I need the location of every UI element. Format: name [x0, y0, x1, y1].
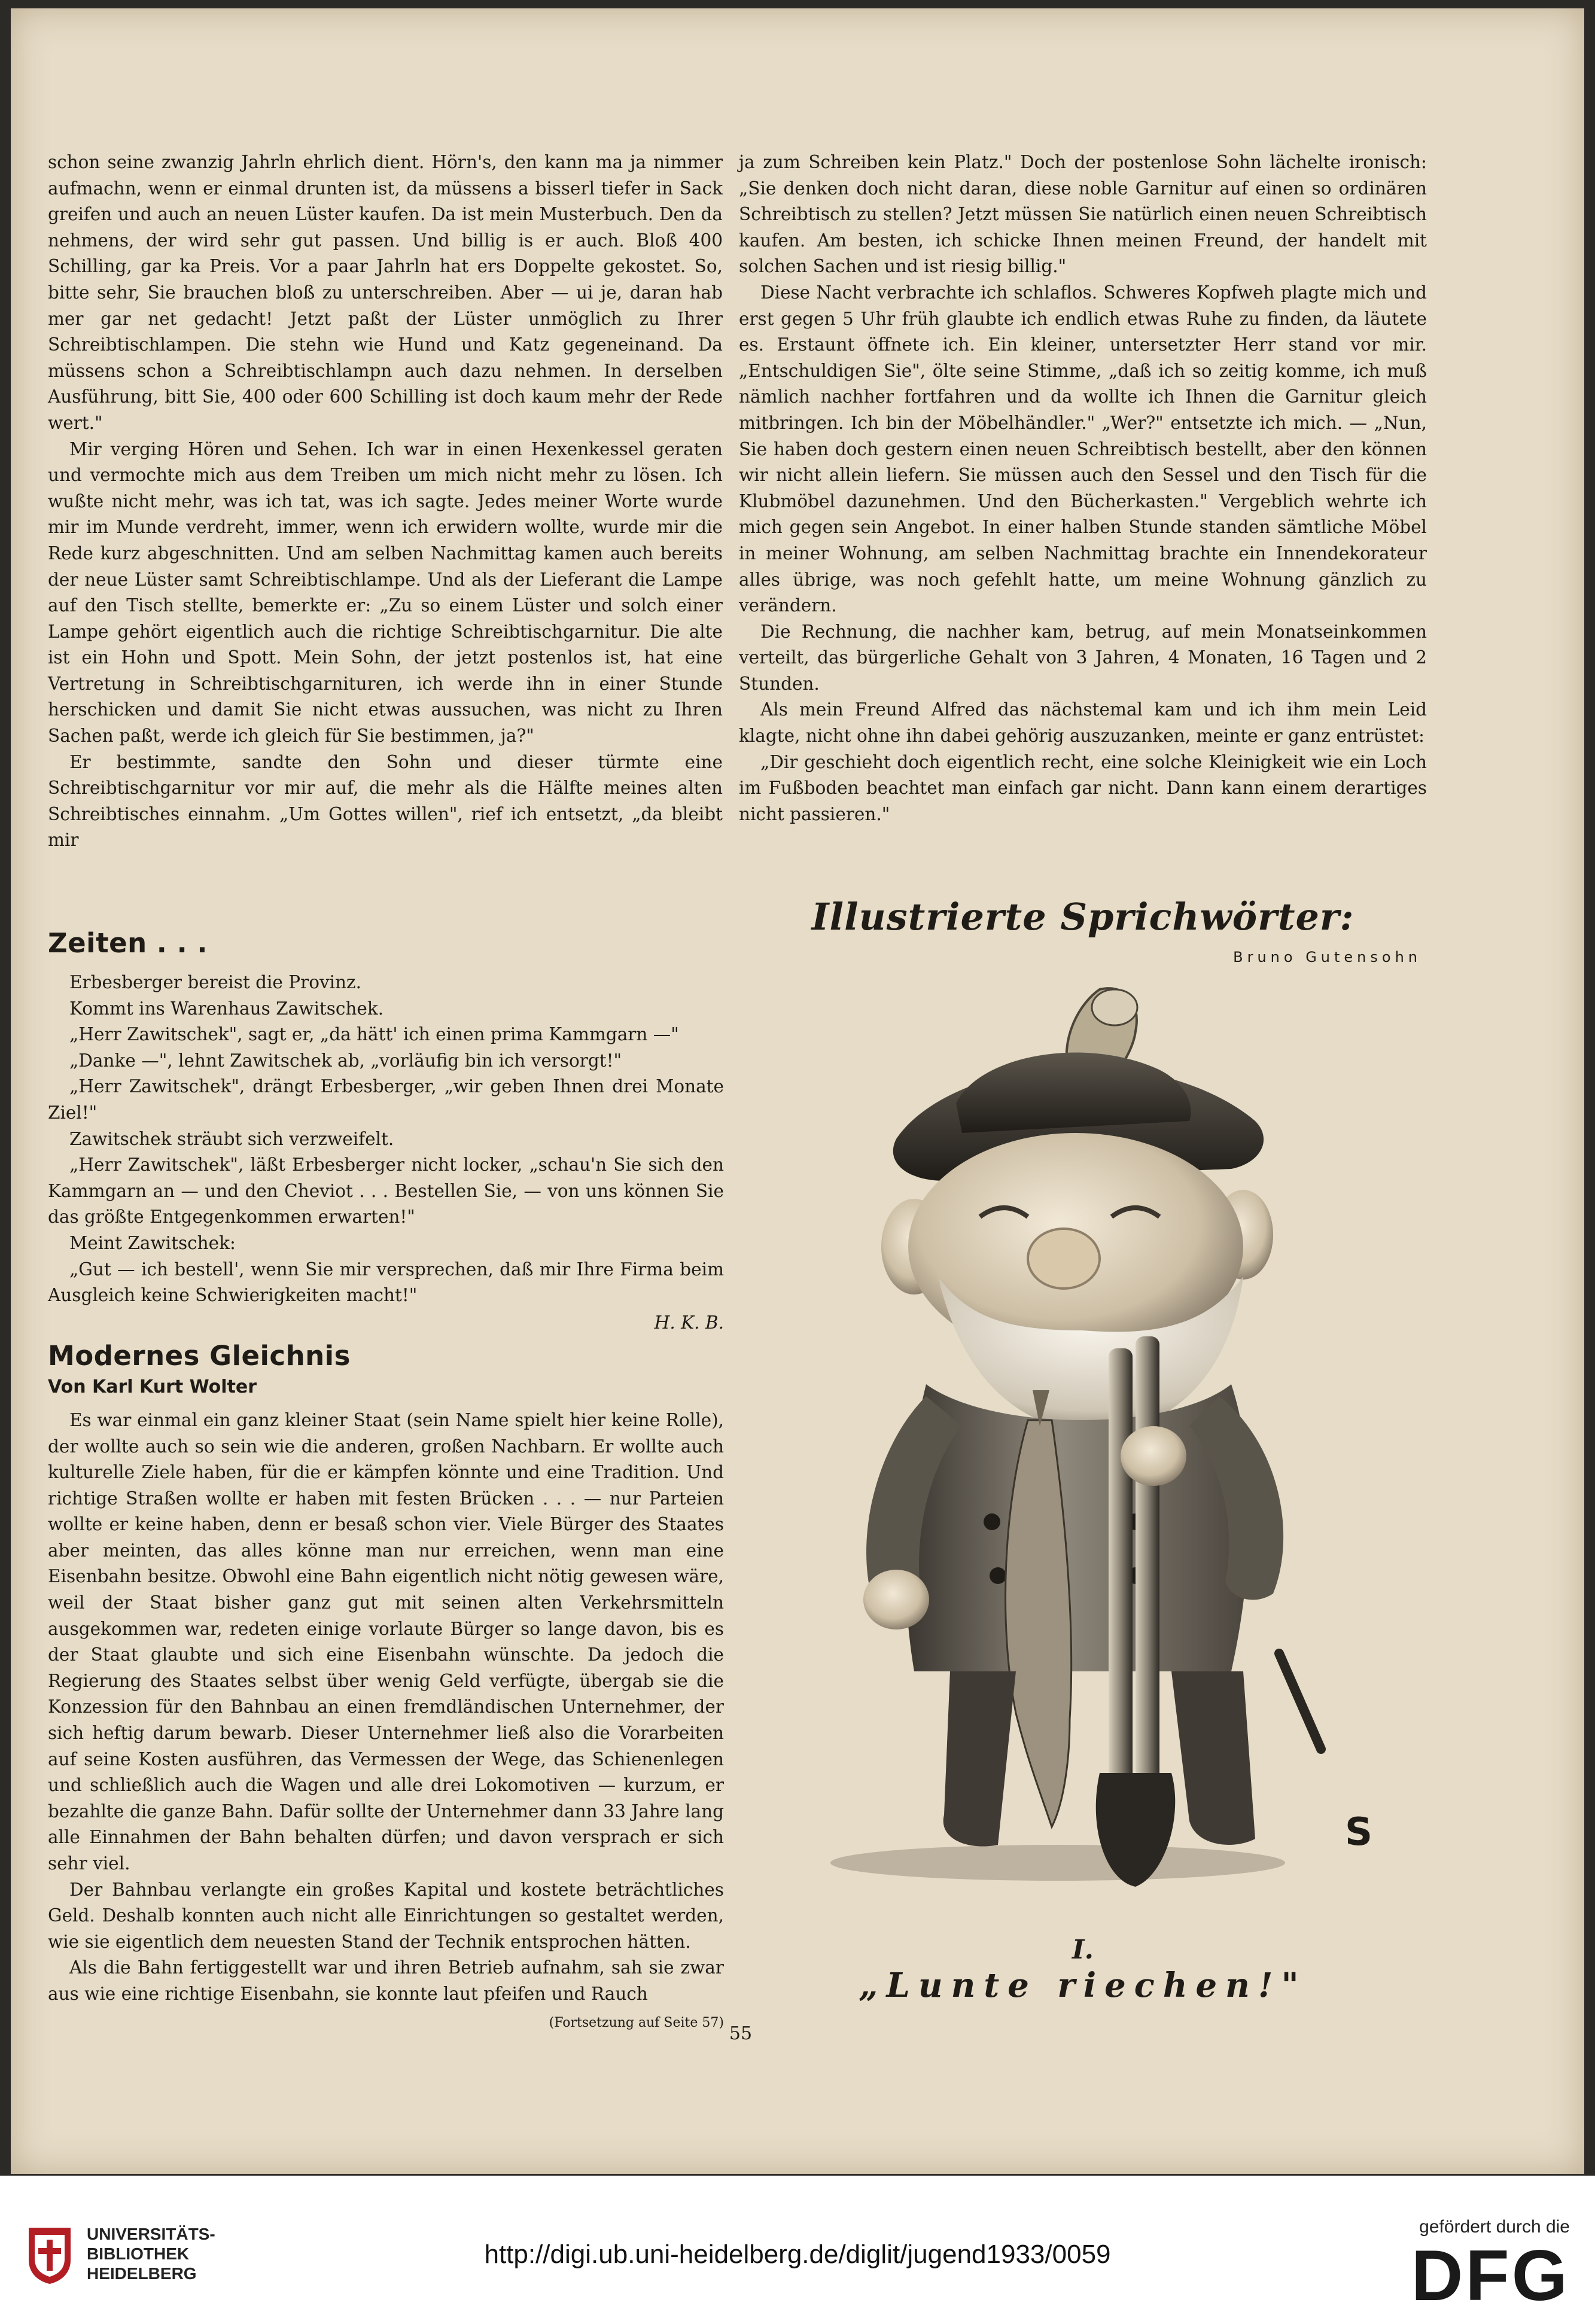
paragraph: Kommt ins Warenhaus Zawitschek.: [69, 998, 384, 1019]
paragraph: Zawitschek sträubt sich verzweifelt.: [69, 1128, 394, 1149]
page-number: 55: [729, 2023, 753, 2044]
paragraph: Der Bahnbau verlangte ein großes Kapital und kostete beträchtliches Geld. Deshalb konnten auch nicht alle Einrichtungen so gestaltet werden, wie sie eigentlich dem neuesten Stand der Technik entsprochen hätten.: [48, 1879, 724, 1952]
paragraph: Er bestimmte, sandte den Sohn und dieser türmte eine Schreibtischgarnitur vor mir auf, die mehr als die Hälfte meines alten Schreibtisches einnahm. „Um Gottes willen", rief ich entsetzt, „da bleibt mir: [48, 751, 723, 851]
paragraph: Als mein Freund Alfred das nächstemal kam und ich ihm mein Leid klagte, nicht ohne ihn dabei gehörig auszuzanken, meinte er ganz entrüstet:: [739, 699, 1427, 747]
gleichnis-heading: Modernes Gleichnis: [48, 1340, 351, 1372]
rifle-barrel: [1136, 1336, 1159, 1803]
illustration-number: I.: [1072, 1935, 1094, 1965]
illustration-title: Illustrierte Sprichwörter:: [811, 895, 1354, 939]
paragraph: „Danke —", lehnt Zawitschek ab, „vorläufig bin ich versorgt!": [69, 1050, 622, 1071]
artist-monogram: S: [1345, 1810, 1373, 1854]
paragraph: „Herr Zawitschek", drängt Erbesberger, „wir geben Ihnen drei Monate Ziel!": [48, 1076, 724, 1123]
paragraph: „Herr Zawitschek", läßt Erbesberger nicht locker, „schau'n Sie sich den Kammgarn an — und den Cheviot . . . Bestellen Sie, — von uns können Sie das größte Entgegenkommen erwarten!": [48, 1155, 724, 1228]
article-column-left-bottom: [48, 927, 724, 2036]
gleichnis-byline: Von Karl Kurt Wolter: [48, 1376, 257, 1398]
paragraph: Die Rechnung, die nachher kam, betrug, auf mein Monatseinkommen verteilt, das bürgerliche Gehalt von 3 Jahren, 4 Monaten, 16 Tagen und 2 Stunden.: [739, 621, 1427, 694]
gnome-hunter-illustration: [800, 965, 1399, 1899]
footer-divider: [0, 2174, 1595, 2176]
paragraph: „Herr Zawitschek", sagt er, „da hätt' ich einen prima Kammgarn —": [69, 1024, 679, 1045]
digitization-footer: [0, 2174, 1595, 2324]
article-column-left-top: [48, 150, 723, 854]
illustration-credit: Bruno Gutensohn: [1233, 949, 1422, 965]
floor-shadow: [830, 1845, 1285, 1881]
magazine-page: [11, 8, 1584, 2174]
paragraph: „Dir geschieht doch eigentlich recht, eine solche Kleinigkeit wie ein Loch im Fußboden beachtet man einfach gar nicht. Dann kann einem derartiges nicht passieren.": [739, 751, 1427, 824]
continued-note: (Fortsetzung auf Seite 57): [549, 2015, 724, 2030]
dfg-logo: DFG: [1411, 2235, 1570, 2316]
article-column-right-top: [739, 150, 1427, 827]
source-url[interactable]: http://digi.ub.uni-heidelberg.de/diglit/jugend1933/0059: [484, 2240, 1111, 2269]
paragraph: schon seine zwanzig Jahrln ehrlich dient. Hörn's, den kann ma ja nimmer aufmachn, wenn er einmal drunten ist, da müssens a bisserl tiefer in Sack greifen und auch an neuen Lüster kaufen. Da ist mein Musterbuch. Den da nehmens, der wird sehr gut passen. Und billig is er auch. Bloß 400 Schilling, gar ka Preis. Vor a paar Jahrln hat ers Doppelte gekostet. So, bitte sehr, Sie brauchen bloß zu unterschreiben. Aber — ui je, daran hab mer gar net gedacht! Jetzt paßt der Lüster unmöglich zu Ihrer Schreibtischlampen. Die stehn wie Hund und Katz gegeneinand. Da müssens schon a Schreibtischlampn auch dazu nehmen. In derselben Ausführung, bitt Sie, 400 oder 600 Schilling ist doch kaum mehr der Rede wert.": [48, 152, 723, 433]
paragraph: Es war einmal ein ganz kleiner Staat (sein Name spielt hier keine Rolle), der wollte auch so sein wie die anderen, großen Nachbarn. Er wollte auch kulturelle Ziele haben, für die er kämpfen könnte und eine Tradition. Und richtige Straßen wollte er haben mit festen Brücken . . . — nur Parteien wollte er keine haben, denn er besaß schon vier. Viele Bürger des Staates aber meinten, das alles könne man nur erreichen, wenn man eine Eisenbahn besitze. Obwohl eine Bahn eigentlich nicht nötig gewesen wäre, weil der Staat bisher ganz gut mit seinen alten Verkehrsmitteln ausgekommen war, redeten einige vorlaute Bürger so lange davon, bis es der Staat glaubte und sich eine Eisenbahn wünschte. Da jedoch die Regierung des Staates selbst über wenig Geld verfügte, übergab sie die Konzession für den Bahnbau an einen fremdländischen Unternehmer, der sich heftig darum bewarb. Dieser Unternehmer ließ also die Vorarbeiten auf seine Kosten ausführen, das Vermessen der Wege, das Schienenlegen und schließlich auch die Wagen und alle drei Lokomotiven — kurzum, er bezahlte die ganze Bahn. Dafür sollte der Unternehmer dann 33 Jahre lang alle Einnahmen der Bahn behalten dürfen; und davon versprach er sich sehr viel.: [48, 1409, 724, 1874]
zeiten-signature: H. K. B.: [654, 1312, 724, 1333]
illustration-caption: „Lunte riechen!": [859, 1966, 1307, 2005]
paragraph: Meint Zawitschek:: [69, 1232, 236, 1253]
paragraph: „Gut — ich bestell', wenn Sie mir versprechen, daß mir Ihre Firma beim Ausgleich keine Schwierigkeiten macht!": [48, 1259, 724, 1306]
funded-by-label: gefördert durch die: [1419, 2217, 1570, 2237]
institution-name: UNIVERSITÄTS- BIBLIOTHEK HEIDELBERG: [87, 2225, 215, 2283]
paragraph: ja zum Schreiben kein Platz." Doch der postenlose Sohn lächelte ironisch: „Sie denken doch nicht daran, diese noble Garnitur auf einen so ordinären Schreibtisch zu stellen? Jetzt müssen Sie natürlich einen neuen Schreibtisch kaufen. Am besten, ich schicke Ihnen meinen Freund, der handelt mit solchen Sachen und ist riesig billig.": [739, 152, 1427, 277]
paragraph: Als die Bahn fertiggestellt war und ihren Betrieb aufnahm, sah sie zwar aus wie eine richtige Eisenbahn, sie konnte laut pfeifen und Rauch: [48, 1957, 724, 2004]
zeiten-heading: Zeiten . . .: [48, 927, 208, 959]
paragraph: Diese Nacht verbrachte ich schlaflos. Schweres Kopfweh plagte mich und erst gegen 5 Uhr früh glaubte ich endlich etwas Ruhe zu finden, da läutete es. Erstaunt öffnete ich. Ein kleiner, untersetzter Herr stand vor mir. „Entschuldigen Sie", ölte seine Stimme, „daß ich so zeitig komme, ich muß nämlich nachher fortfahren und da wollte ich Ihnen die Garnitur gleich mitbringen. Ich bin der Möbelhändler." „Wer?" entsetzte ich mich. — „Nun, Sie haben doch gestern einen neuen Schreibtisch bestellt, aber den können wir nicht allein liefern. Sie müssen auch den Sessel und den Tisch für die Klubmöbel dazunehmen. Und den Bücherkasten." Vergeblich wehrte ich mich gegen sein Angebot. In einer halben Stunde standen sämtliche Möbel in meiner Wohnung, am selben Nachmittag brachte ein Innendekorateur alles übrige, was noch gefehlt hatte, um meine Wohnung gänzlich zu verändern.: [739, 282, 1427, 616]
paragraph: Mir verging Hören und Sehen. Ich war in einen Hexenkessel geraten und vermochte mich aus dem Treiben um mich nicht mehr zu lösen. Ich wußte nicht mehr, was ich tat, was ich sagte. Jedes meiner Worte wurde mir im Munde verdreht, immer, wenn ich erwidern wollte, wurde mir die Rede kurz abgeschnitten. Und am selben Nachmittag kamen auch bereits der neue Lüster samt Schreibtischlampe. Und als der Lieferant die Lampe auf den Tisch stellte, bemerkte er: „Zu so einem Lüster und solch einer Lampe gehört eigentlich auch die richtige Schreibtischgarnitur. Die alte ist ein Hohn und Spott. Mein Sohn, der jetzt postenlos ist, hat eine Vertretung in Schreibtischgarnituren, ich werde ihn in einer Stunde herschicken und damit Sie nicht etwas aussuchen, was nicht zu Ihren Sachen paßt, werde ich gleich für Sie bestimmen, ja?": [48, 438, 723, 747]
paragraph: Erbesberger bereist die Provinz.: [69, 972, 361, 992]
